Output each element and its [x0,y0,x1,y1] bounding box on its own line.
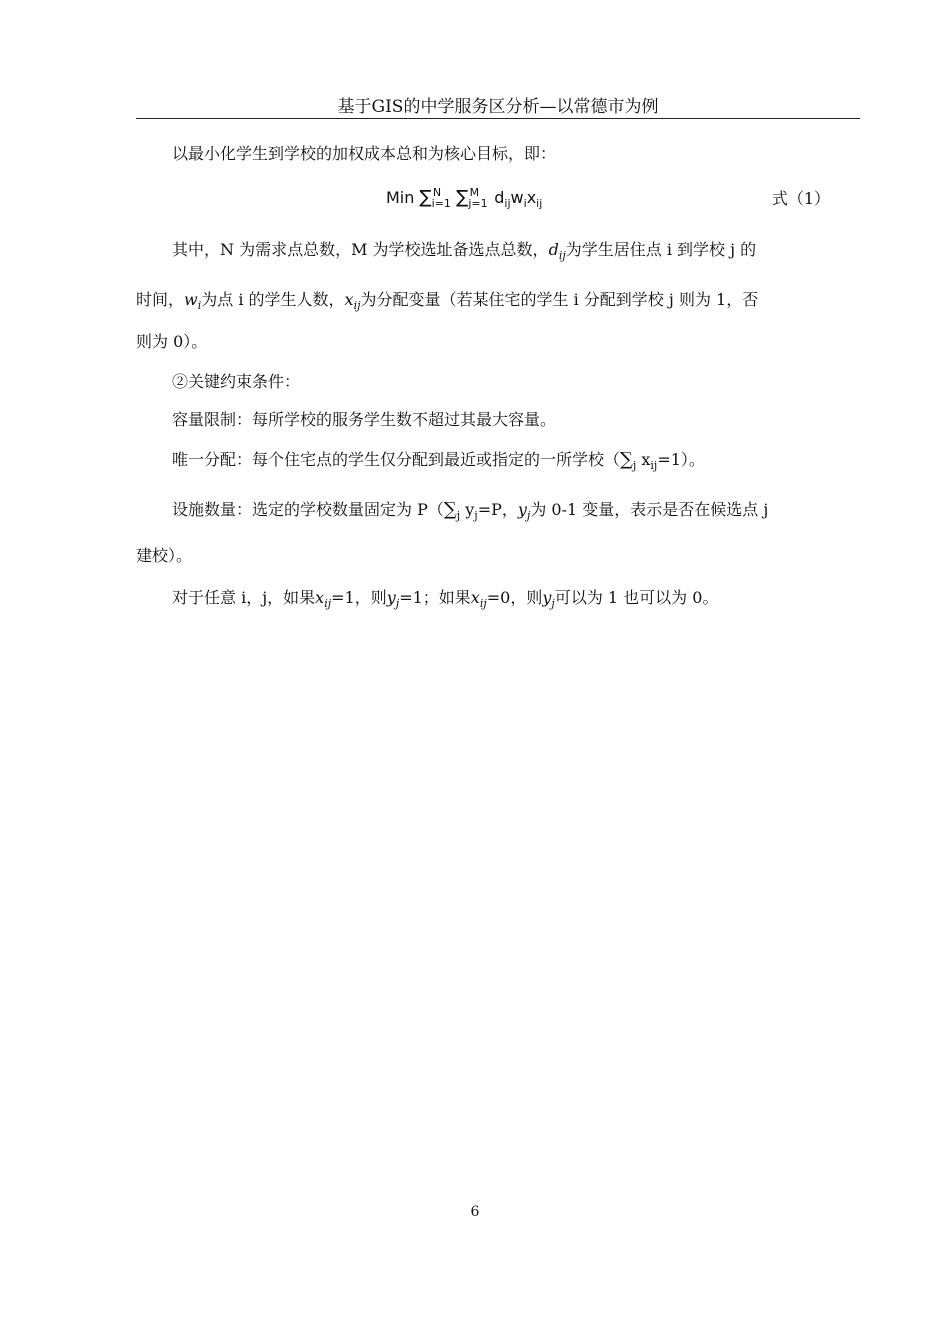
var-d: d [548,240,559,259]
facility-y-sub: j [474,509,478,522]
where-text-d: 为点 i 的学生人数， [201,290,345,309]
unique-x: x [636,450,651,469]
any-text-b: =1，则 [331,588,387,607]
facility-y2-sub: j [526,509,531,522]
paragraph-any [136,586,860,616]
paragraph-where-line1 [136,238,860,268]
paragraph-capacity: 容量限制：每所学校的服务学生数不超过其最大容量。 [172,410,557,429]
formula-d-sub: ij [504,197,511,210]
any-text-e: 可以为 1 也可以为 0。 [554,588,719,607]
paragraph-where-line2 [136,288,860,318]
paragraph-objective: 以最小化学生到学校的加权成本总和为核心目标，即： [172,144,557,163]
facility-tail: 为 0-1 变量，表示是否在候选点 j [530,500,769,519]
any-y1: y [386,588,396,607]
where-text-e: 为分配变量（若某住宅的学生 i 分配到学校 j 则为 1，否 [360,290,759,309]
paragraph-where-line3: 则为 0）。 [136,332,208,351]
sum-symbol-j: ∑ [456,187,469,208]
paragraph-unique [136,448,860,478]
sum-symbol-i: ∑ [419,187,432,208]
page-header: 基于GIS的中学服务区分析—以常德市为例 [337,97,659,117]
unique-text: 唯一分配：每个住宅点的学生仅分配到最近或指定的一所学校（ [172,450,621,469]
formula-expression [386,186,542,210]
any-text-a: 对于任意 i，j，如果 [172,588,316,607]
any-y2-sub: j [551,597,555,610]
facility-sum-sub: j [456,509,461,522]
any-y1-sub: j [395,597,400,610]
any-x2: x [470,588,480,607]
sum2-lower: j=1 [468,197,488,210]
any-text-d: =0，则 [486,588,543,607]
any-y2: y [542,588,552,607]
unique-sum-sub: j [632,459,637,472]
sum1-upper: N [432,186,442,199]
formula-d: d [494,188,505,207]
facility-text: 设施数量：选定的学校数量固定为 P（ [172,500,444,519]
unique-sum-symbol: ∑ [620,449,633,470]
formula-1 [136,186,860,212]
formula-w-sub: i [523,197,527,210]
formula-x: x [526,188,537,207]
any-text-c: =1；如果 [399,588,471,607]
sum1-lower: i=1 [431,197,451,210]
any-x1: x [315,588,325,607]
where-text-c: 时间， [136,290,185,309]
var-w: w [184,290,198,309]
facility-y2: y [517,500,527,519]
paragraph-facility-line2: 建校）。 [136,546,193,565]
any-x1-sub: ij [324,597,332,610]
formula-label: 式（1） [771,189,830,208]
var-w-sub: i [197,299,202,312]
any-x2-sub: ij [479,597,487,610]
facility-sum-symbol: ∑ [443,499,457,520]
paragraph-facility-line1 [136,498,860,528]
header-rule [136,118,860,119]
unique-tail: =1）。 [657,450,705,469]
var-x: x [344,290,354,309]
where-text-a: 其中，N 为需求点总数，M 为学校选址备选点总数， [172,240,549,259]
facility-mid: =P， [477,500,518,519]
var-d-sub: ij [558,249,566,262]
formula-min: Min [386,188,415,207]
facility-y: y [460,500,475,519]
sum2-upper: M [469,186,480,199]
unique-x-sub: ij [650,459,658,472]
formula-w: w [510,188,524,207]
formula-x-sub: ij [536,197,543,210]
page-number: 6 [470,1204,480,1220]
var-x-sub: ij [353,299,361,312]
constraints-title: ②关键约束条件： [172,372,301,391]
where-text-b: 为学生居住点 i 到学校 j 的 [565,240,757,259]
